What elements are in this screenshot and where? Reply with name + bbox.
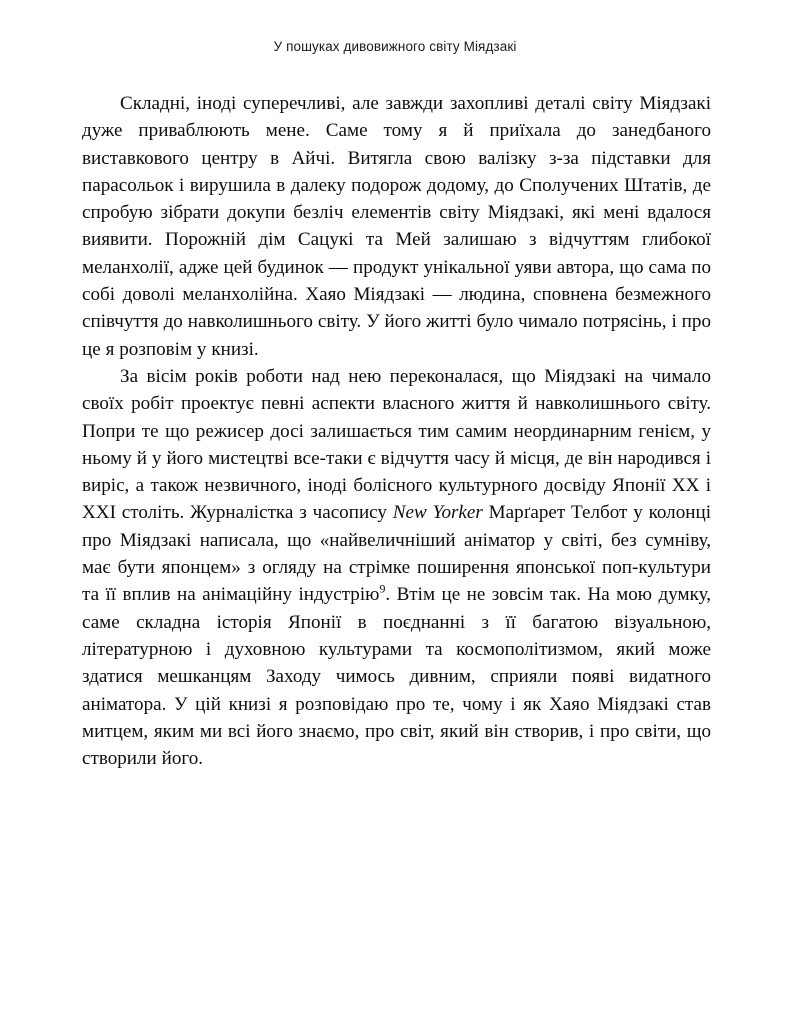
- footnote-reference-marker[interactable]: 9: [379, 581, 386, 596]
- body-text-block: [82, 90, 711, 772]
- running-head: У пошуках дивовижного світу Міядзакі: [273, 39, 517, 54]
- paragraph-1: Складні, іноді суперечливі, але завжди захопливі деталі світу Міядзакі дуже приваблюють мене. Саме тому я й приїхала до занедбаного виставкового центру в Айчі. Витягла свою валізку з-за підставки для парасольок і вирушила в далеку подорож додому, до Сполучених Штатів, де спробую зібрати докупи безліч елементів світу Міядзакі, які мені вдалося виявити. Порожній дім Сацукі та Мей залишаю з відчуттям глибокої меланхолії, адже цей будинок — продукт унікальної уяви автора, що сама по собі доволі меланхолійна. Хаяо Міядзакі — людина, сповнена безмежного співчуття до навколишнього світу. У його житті було чимало потрясінь, і про це я розповім у книзі.: [82, 93, 711, 360]
- paragraph-2-lead: За вісім років роботи над нею переконалася, що Міядзакі на чимало своїх робіт проектує певні аспекти власного життя й навколишнього світу. Попри те що режисер досі залишається тим самим неординарним генієм, у ньому й у його мистецтві все-таки є відчуття часу й місця, де він народився і виріс, а також незвичного, іноді болісного культурного досвіду Японії XX і XXI століть. Журналістка з часопису: [82, 365, 711, 524]
- paragraph-2-middle: Марґарет Телбот у колонці про Міядзакі написала, що «найвеличніший аніматор у світі, без сумніву, має бути японцем» з огляду на стрімке поширення японської поп-культури та її вплив на анімаційну індустрію: [82, 502, 712, 606]
- magazine-title-new-yorker: New Yorker: [392, 502, 483, 524]
- paragraph-2-tail: . Втім це не зовсім так. На мою думку, саме складна історія Японії в поєднанні з її багатою візуальною, літературною і духовною культурами та космополітизмом, який може здатися мешканцям Заходу чимось дивним, сприяли появі видатного аніматора. У цій книзі я розповідаю про те, чому і як Хаяо Міядзакі став митцем, яким ми всі його знаємо, про світ, який він створив, і про світи, що створили його.: [82, 584, 712, 770]
- paragraph-2: [82, 363, 711, 772]
